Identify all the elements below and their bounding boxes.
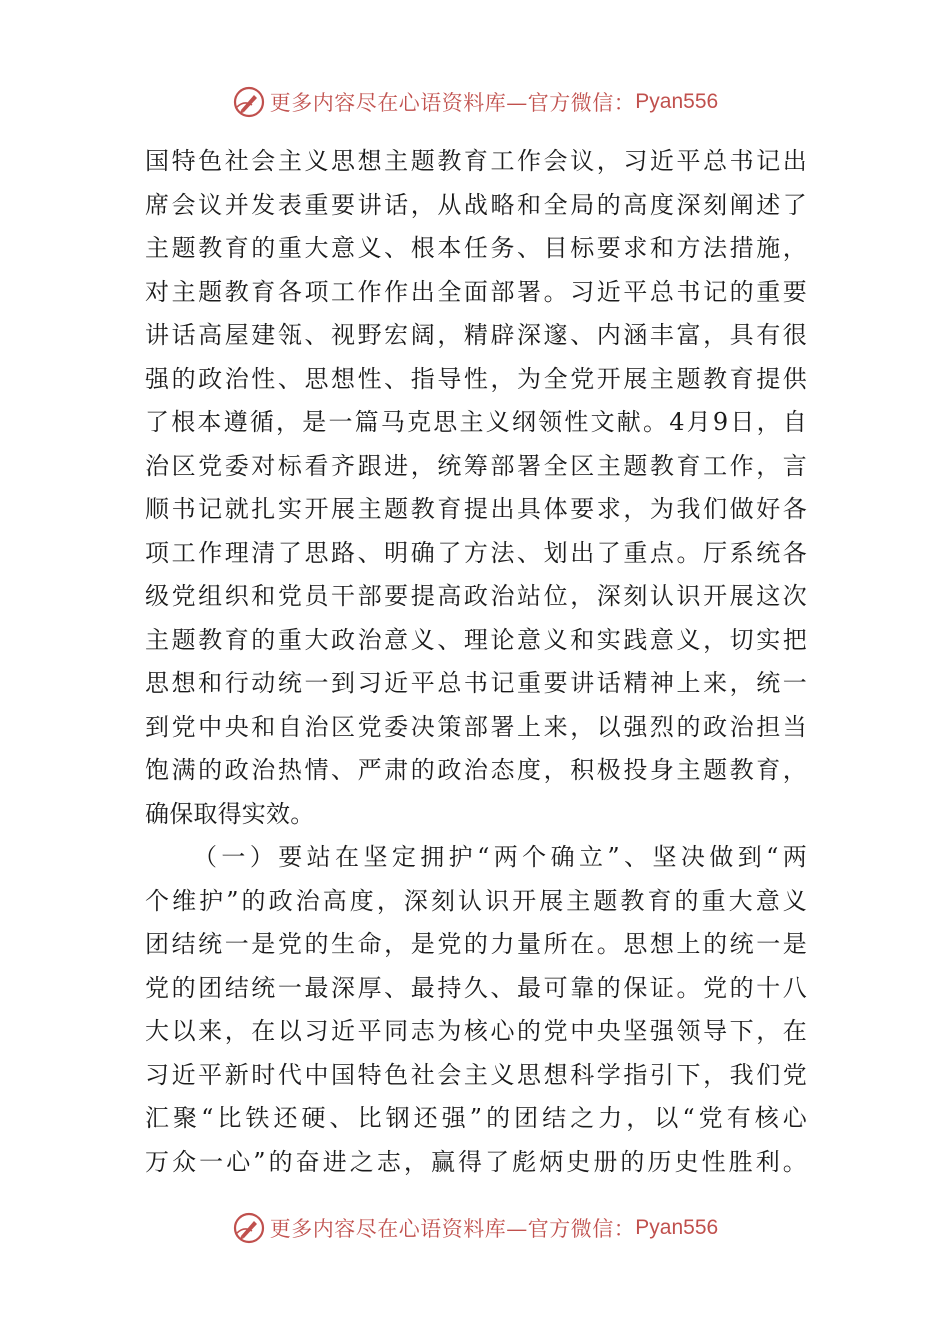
body-line: 了根本遵循，是一篇马克思主义纲领性文献。4月9日，自 [145,408,807,436]
body-line: 主题教育的重大意义、根本任务、目标要求和方法措施， [145,234,807,262]
body-line: 主题教育的重大政治意义、理论意义和实践意义，切实把 [145,625,807,654]
body-line: 汇聚“比铁还硬、比钢还强”的团结之力，以“党有核心 [145,1104,807,1132]
header-banner-text: 更多内容尽在心语资料库—官方微信： [269,91,636,115]
body-line: 饱满的政治热情、严肃的政治态度，积极投身主题教育， [145,756,807,784]
body-line: 大以来，在以习近平同志为核心的党中央坚强领导下，在 [145,1017,807,1045]
body-line: 强的政治性、思想性、指导性，为全党开展主题教育提供 [145,364,807,393]
document-body [145,140,807,1184]
footer-banner-wechat-id: Pyan556 [635,1216,719,1239]
body-line: 席会议并发表重要讲话，从战略和全局的高度深刻阐述了 [145,190,807,219]
body-line: 思想和行动统一到习近平总书记重要讲话精神上来，统一 [145,669,807,697]
header-banner [0,82,950,122]
footer-banner-text: 更多内容尽在心语资料库—官方微信： [269,1217,636,1241]
body-line: 习近平新时代中国特色社会主义思想科学指引下，我们党 [145,1060,807,1089]
body-line: 顺书记就扎实开展主题教育提出具体要求，为我们做好各 [145,495,807,523]
body-line: 对主题教育各项工作作出全面部署。习近平总书记的重要 [145,277,807,306]
body-line: 级党组织和党员干部要提高政治站位，深刻认识开展这次 [145,582,807,610]
body-line: 到党中央和自治区党委决策部署上来，以强烈的政治担当 [145,712,807,741]
body-line: 项工作理清了思路、明确了方法、划出了重点。厅系统各 [145,538,807,567]
pen-logo-icon [232,1211,266,1245]
body-line: 讲话高屋建瓴、视野宏阔，精辟深邃、内涵丰富，具有很 [145,321,807,349]
section-heading-line: （一）要站在坚定拥护“两个确立”、坚决做到“两 [193,843,807,871]
body-line: 团结统一是党的生命，是党的力量所在。思想上的统一是 [145,930,807,958]
section-heading-line: 个维护”的政治高度，深刻认识开展主题教育的重大意义 [145,886,807,915]
body-line: 治区党委对标看齐跟进，统筹部署全区主题教育工作，言 [145,451,807,480]
body-line: 万众一心”的奋进之志，赢得了彪炳史册的历史性胜利。 [145,1147,807,1176]
body-line: 国特色社会主义思想主题教育工作会议，习近平总书记出 [145,147,807,175]
pen-logo-icon [232,85,266,119]
body-line: 党的团结统一最深厚、最持久、最可靠的保证。党的十八 [145,973,807,1002]
header-banner-wechat-id: Pyan556 [635,90,719,113]
footer-banner [0,1208,950,1248]
body-line: 确保取得实效。 [145,799,315,828]
